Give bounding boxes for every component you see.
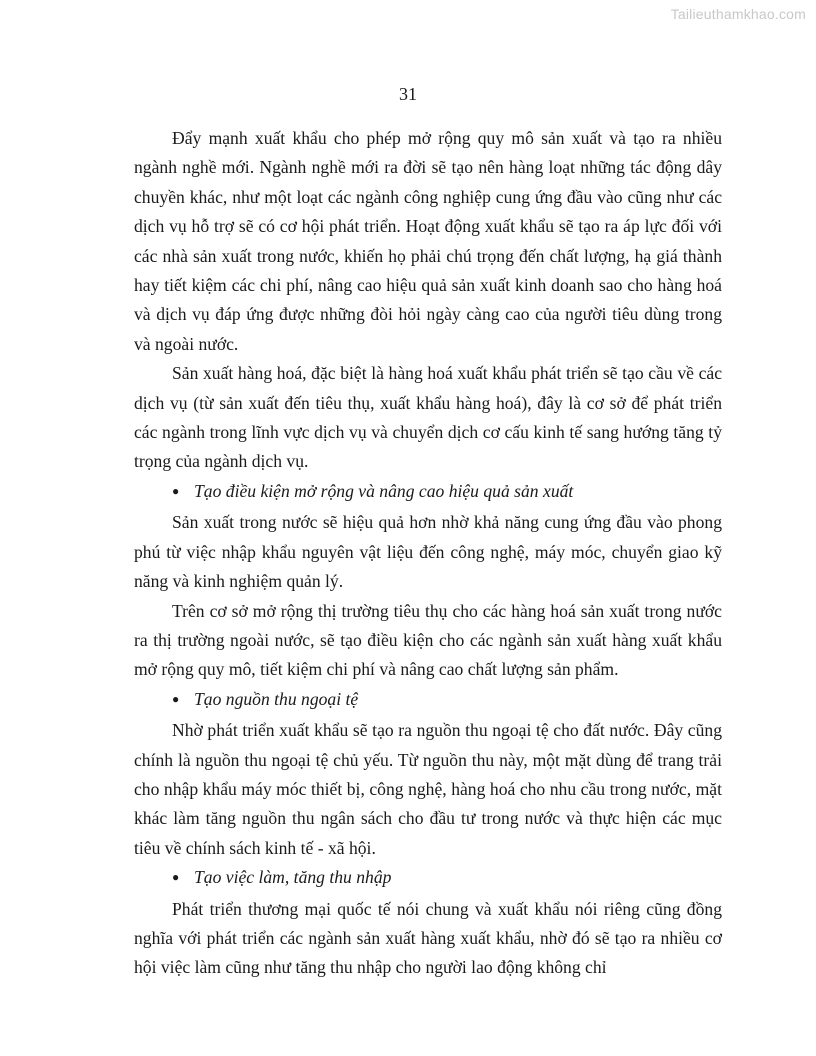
bullet-heading-text: Tạo điều kiện mở rộng và nâng cao hiệu quả sản xuất — [194, 480, 574, 501]
paragraph-1: Đẩy mạnh xuất khẩu cho phép mở rộng quy mô sản xuất và tạo ra nhiều ngành nghề mới. Ngành nghề mới ra đời sẽ tạo nên hàng loạt những tác động dây chuyền khác, như một loạt các ngành công nghiệp cung ứng đầu vào cũng như các dịch vụ hỗ trợ sẽ có cơ hội phát triển. Hoạt động xuất khẩu sẽ tạo ra áp lực đối với các nhà sản xuất trong nước, khiến họ phải chú trọng đến chất lượng, hạ giá thành hay tiết kiệm các chi phí, nâng cao hiệu quả sản xuất kinh doanh sao cho hàng hoá và dịch vụ đáp ứng được những đòi hỏi ngày càng cao của người tiêu dùng trong và ngoài nước. — [134, 128, 722, 354]
bullet-dot-icon: ● — [172, 483, 180, 498]
bullet-heading-1 — [134, 477, 722, 508]
paragraph-3: Sản xuất trong nước sẽ hiệu quả hơn nhờ khả năng cung ứng đầu vào phong phú từ việc nhập khẩu nguyên vật liệu đến công nghệ, máy móc, chuyển giao kỹ năng và kinh nghiệm quản lý. — [134, 512, 722, 592]
page-number: 31 — [399, 84, 417, 104]
paragraph-5: Nhờ phát triển xuất khẩu sẽ tạo ra nguồn thu ngoại tệ cho đất nước. Đây cũng chính là nguồn thu ngoại tệ chủ yếu. Từ nguồn thu này, một mặt dùng để trang trải cho nhập khẩu máy móc thiết bị, công nghệ, hàng hoá cho nhu cầu trong nước, mặt khác làm tăng nguồn thu ngân sách cho đầu tư trong nước và thực hiện các mục tiêu về chính sách kinh tế - xã hội. — [134, 720, 722, 858]
bullet-heading-3 — [134, 863, 722, 894]
bullet-dot-icon: ● — [172, 691, 180, 706]
bullet-dot-icon: ● — [172, 870, 180, 885]
bullet-heading-2 — [134, 685, 722, 716]
paragraph-4: Trên cơ sở mở rộng thị trường tiêu thụ cho các hàng hoá sản xuất trong nước ra thị trường ngoài nước, sẽ tạo điều kiện cho các ngành sản xuất hàng xuất khẩu mở rộng quy mô, tiết kiệm chi phí và nâng cao chất lượng sản phẩm. — [134, 600, 722, 680]
paragraph-2: Sản xuất hàng hoá, đặc biệt là hàng hoá xuất khẩu phát triển sẽ tạo cầu về các dịch vụ (từ sản xuất đến tiêu thụ, xuất khẩu hàng hoá), đây là cơ sở để phát triển các ngành trong lĩnh vực dịch vụ và chuyển dịch cơ cấu kinh tế sang hướng tăng tỷ trọng của ngành dịch vụ. — [134, 363, 722, 472]
bullet-heading-text: Tạo nguồn thu ngoại tệ — [194, 688, 359, 709]
watermark: Tailieuthamkhao.com — [670, 6, 806, 22]
paragraph-6: Phát triển thương mại quốc tế nói chung và xuất khẩu nói riêng cũng đồng nghĩa với phát triển các ngành sản xuất hàng xuất khẩu, nhờ đó sẽ tạo ra nhiều cơ hội việc làm cũng như tăng thu nhập cho người lao động không chỉ — [134, 898, 722, 978]
document-body — [134, 124, 722, 983]
bullet-heading-text: Tạo việc làm, tăng thu nhập — [194, 867, 392, 888]
